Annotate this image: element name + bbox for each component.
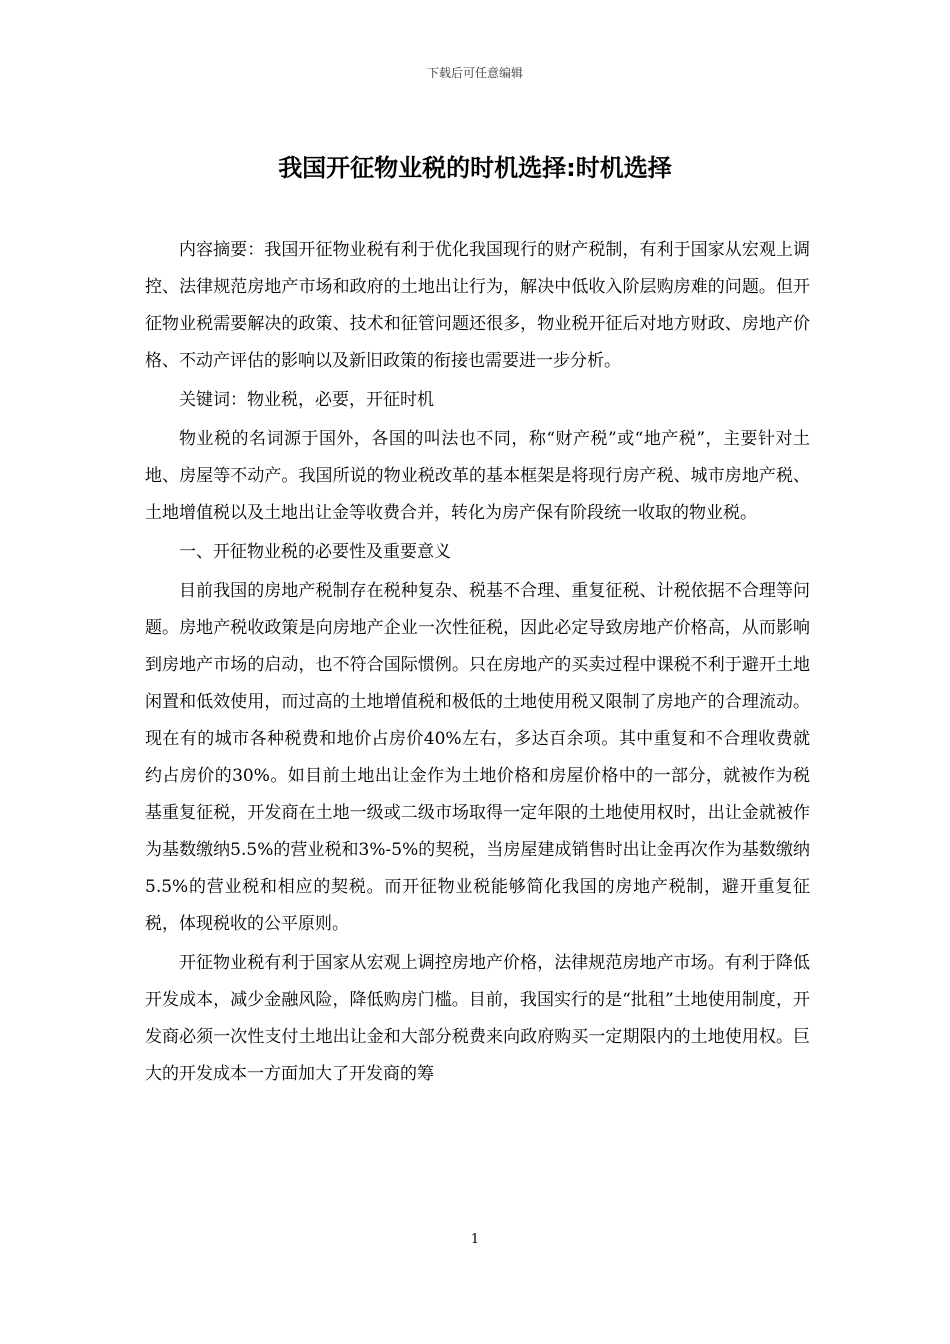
paragraph-keywords: 关键词：物业税，必要，开征时机 bbox=[179, 390, 434, 410]
paragraph-abstract: 内容摘要：我国开征物业税有利于优化我国现行的财产税制，有利于国家从宏观上调控、法律规范房地产市场和政府的土地出让行为，解决中低收入阶层购房难的问题。但开征物业税需要解决的政策、技术和征管问题还很多，物业税开征后对地方财政、房地产价格、不动产评估的影响以及新旧政策的衔接也需要进一步分析。 bbox=[145, 240, 810, 371]
page-header: 下载后可任意编辑 bbox=[426, 66, 523, 80]
page-number: 1 bbox=[470, 1232, 480, 1247]
section-heading: 一、开征物业税的必要性及重要意义 bbox=[179, 542, 451, 562]
paragraph-intro: 物业税的名词源于国外，各国的叫法也不同，称“财产税”或“地产税”，主要针对土地、房屋等不动产。我国所说的物业税改革的基本框架是将现行房产税、城市房地产税、土地增值税以及土地出让金等收费合并，转化为房产保有阶段统一收取的物业税。 bbox=[145, 429, 810, 523]
document-title: 我国开征物业税的时机选择:时机选择 bbox=[278, 154, 672, 182]
paragraph-body: 开征物业税有利于国家从宏观上调控房地产价格，法律规范房地产市场。有利于降低开发成本，减少金融风险，降低购房门槛。目前，我国实行的是“批租”土地使用制度，开发商必须一次性支付土地出让金和大部分税费来向政府购买一定期限内的土地使用权。巨大的开发成本一方面加大了开发商的筹 bbox=[145, 953, 810, 1084]
document-body bbox=[145, 232, 810, 1095]
paragraph-body: 目前我国的房地产税制存在税种复杂、税基不合理、重复征税、计税依据不合理等问题。房地产税收政策是向房地产企业一次性征税，因此必定导致房地产价格高，从而影响到房地产市场的启动，也不符合国际惯例。只在房地产的买卖过程中课税不利于避开土地闲置和低效使用，而过高的土地增值税和极低的土地使用税又限制了房地产的合理流动。现在有的城市各种税费和地价占房价40%左右，多达百余项。其中重复和不合理收费就约占房价的30%。如目前土地出让金作为土地价格和房屋价格中的一部分，就被作为税基重复征税，开发商在土地一级或二级市场取得一定年限的土地使用权时，出让金就被作为基数缴纳5.5%的营业税和3%-5%的契税，当房屋建成销售时出让金再次作为基数缴纳5.5%的营业税和相应的契税。而开征物业税能够简化我国的房地产税制，避开重复征税，体现税收的公平原则。 bbox=[145, 581, 810, 934]
